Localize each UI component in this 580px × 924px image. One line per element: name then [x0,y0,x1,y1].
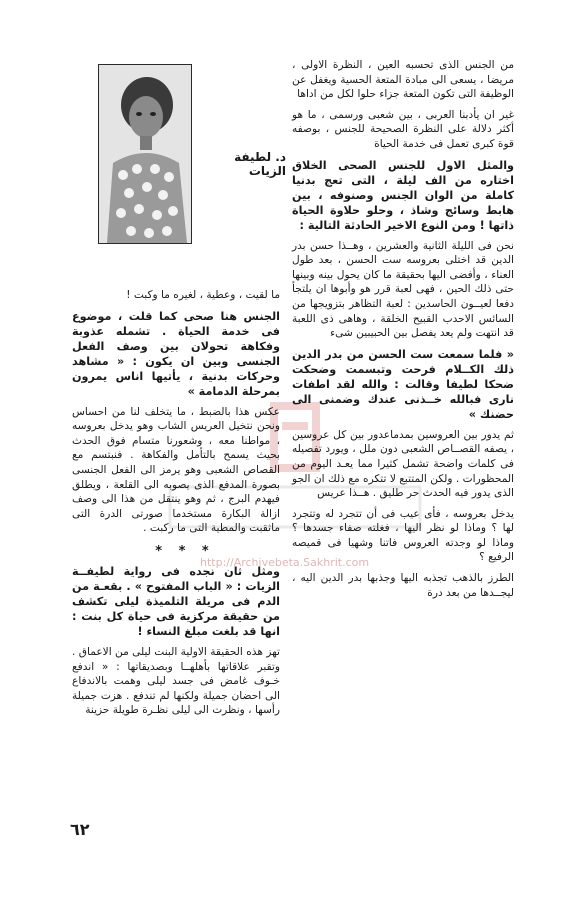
paragraph: غير ان يأدبنا العربى ، بين شعبى ورسمى ، ما هو أكثر دلالة على النظرة الصحيحة للجنس ، بوصفه قوة كبرى تعمل فى خدمة الحياة [292,108,514,150]
author-name: د. لطيفة الزيات [234,150,286,178]
right-column [292,58,514,606]
paragraph: ومثل ثان نجده فى رواية لطيفــة الزيات : « الباب المفتوح » . بقعـة من الدم فى مريلة التلميذة ليلى تكشف من حقيقة مركزية فى حياة كل بنت : انها قد بلغت مبلغ النساء ! [72,564,280,638]
paragraph: الطرز بالذهب تجذبه اليها وجذبها بدر الدين اليه ، ليجــدها من بعد درة [292,572,514,599]
paragraph: نحن فى الليلة الثانية والعشرين ، وهــذا حسن بدر الدين قد اختلى بعروسه ست الحسن ، بعد طول العناء ، وأفضى اليها بحقيقة ما كان يحول بينه وبينها حتى ذلك الحين ، فهى لعبة قرر هو وأبوها ان يلتجأ دفعا لعيــون الحاسدين : لعبة التظاهر بتزويجها من السائس الاحدب القبيح الخلقة ، وهاهى ذى اللعبة قد انتهت ولم يعد يفصل بين الحبيبين شىء [292,239,514,340]
paragraph: « فلما سمعت ست الحسن من بدر الدين ذلك الكــلام فرحت وتبسمت وضحكت ضحكا لطيفا وقالت : والله لقد اطفات نارى فبالله خــذنى عندك وضمنى الى حضنك » [292,347,514,421]
paragraph: الجنس هنا صحى كما قلت ، موضوع فى خدمة الحياة . تشمله عذوبة وفكاهة تحولان بين وصف الفعل الجنسى وبين ان يكون : « مشاهد وحركات بدنية ، يأتيها اناس يمرون بمرحلة الدمامة » [72,309,280,398]
watermark-url: http://Archivebeta.Sakhrit.com [200,556,370,569]
paragraph: يدخل بعروسه ، فأى عيب فى أن تتجرد له وتتجرد لها ؟ وماذا لو نظر اليها ، فغلته صفاء جسدها ؟ وماذا لو وجدته العروس فاتنا وشهيا فى قميصه الرفيع ؟ [292,507,514,564]
paragraph: ما لقيت ، وعطية ، لغيره ما وكبت ! [126,289,280,301]
section-separator: * * * [155,543,215,559]
author-portrait [98,64,192,244]
paragraph: عكس هذا بالضبط ، ما يتخلف لنا من احساس ونحن نتخيل العريس الشاب وهو يدخل بعروسه ، مواطنا معه ، وشعورنا متسام فوق الحدث بحيث يسمح بالتأمل والفكاهة . فنبتسم مع القصاص الشعبى وهو يرمز الى الفعل الجنسى بصورة المدفع الذى يصوبه الى القلعة ، ويطلق فيهدم البرج ، ثم وهو ينتقل من هذا الى وصف ازالة البكارة مستخدما صورتى الدرة التى ماثقبت والمطية التى ما ركبت . [72,405,280,535]
paragraph: والمثل الاول للجنس الصحى الخلاق اختاره من الف ليلة ، التى تعج بدنيا كاملة من الوان الجنس وصنوفه ، بين هابط وسائج وشاذ ، وحلو حلاوة الحياة ذاتها ! ومن النوع الاخير الحادثة التالية : [292,158,514,232]
left-column [72,288,280,724]
paragraph: ثم يدور بين العروسين بمدماعدور بين كل عروسين ، يصفه القصــاص الشعبى دون ملل ، ويورد تفصيله فى كلمات واضحة تشمل كثيرا مما يعـد اليوم من المحظورات . ولكن المتتبع لا تتكره مع ذلك ان الجو الذى يدور فيه الحدث حر طليق . هــذا عريس [292,428,514,500]
paragraph: من الجنس الذى تحسبه العين ، النظرة الاولى ، مريضا ، يسعى الى مبادة المتعة الحسية ويغفل عن الوظيفة التى تكون المتعة جزاء حلوا لكل من اداها [292,59,514,101]
page-number: ٦٢ [70,820,90,839]
paragraph: تهز هذه الحقيقة الاولية البنت ليلى من الاعماق . وتقبر علاقاتها بأهلهــا وبصديقاتها : « اندفع خـوف غامض فى جسد ليلى وهمت بالاندفاع الى احضان جميلة ولكنها لم تندفع . هزت جميلة رأسها ، ونظرت الى ليلى نظـرة طويلة حزينة [72,645,280,717]
